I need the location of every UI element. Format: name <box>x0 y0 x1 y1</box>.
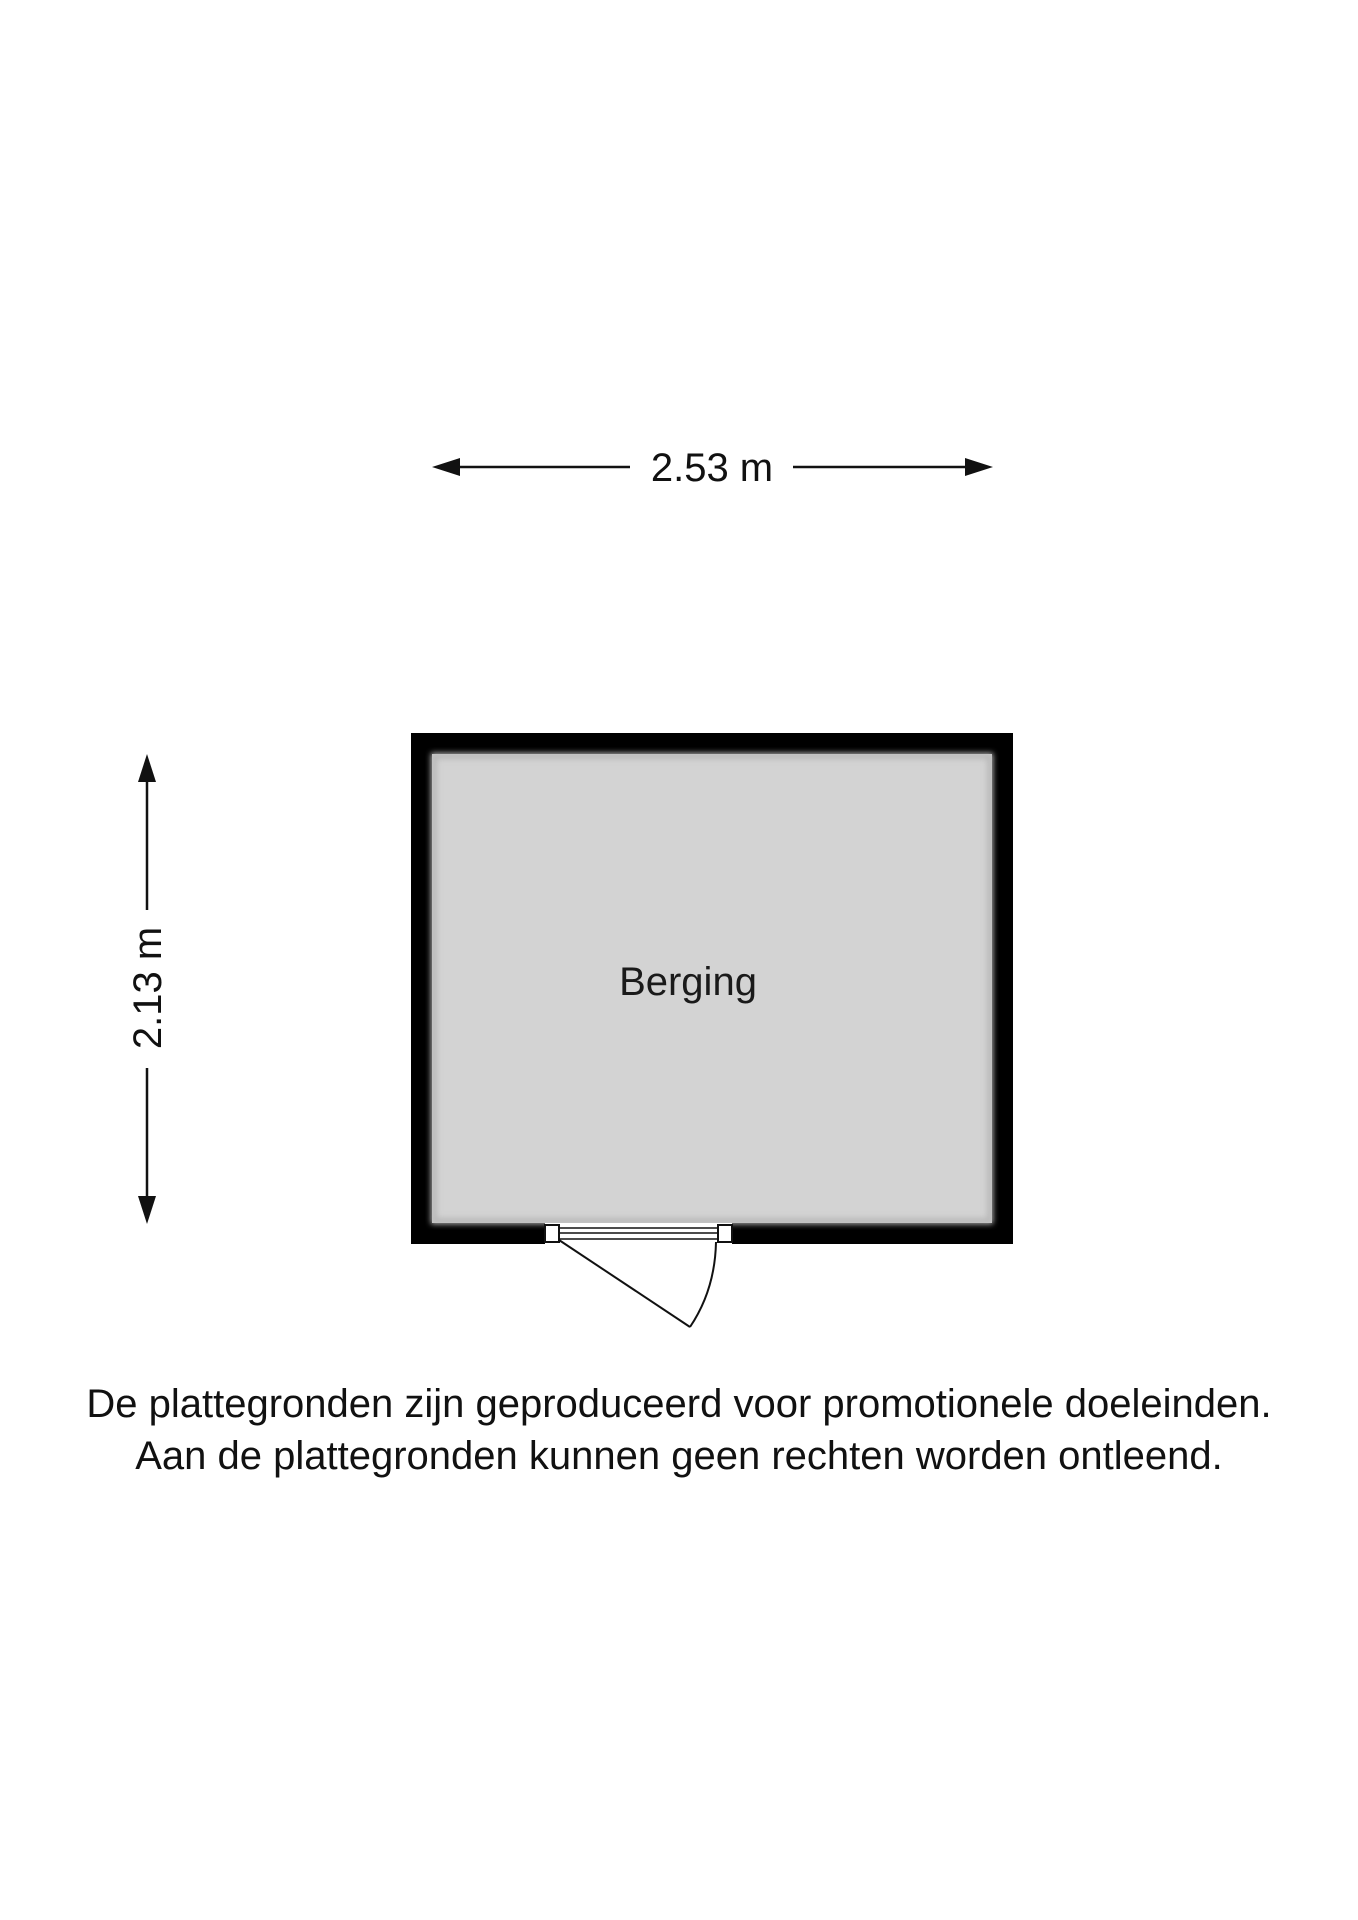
width-dimension-label: 2.53 m <box>650 446 774 490</box>
width-arrow-left-icon <box>432 458 460 476</box>
door-frame-right <box>718 1225 732 1242</box>
depth-dimension-label: 2.13 m <box>126 926 170 1050</box>
door-frame-left <box>545 1225 559 1242</box>
disclaimer-line-2: Aan de plattegronden kunnen geen rechten worden ontleend. <box>135 1434 1223 1478</box>
disclaimer <box>0 1378 1358 1482</box>
width-dimension <box>432 446 993 490</box>
room-label: Berging <box>619 960 757 1004</box>
width-arrow-right-icon <box>965 458 993 476</box>
disclaimer-line-1: De plattegronden zijn geproduceerd voor promotionele doeleinden. <box>86 1382 1272 1426</box>
depth-arrow-up-icon <box>138 754 156 782</box>
room-berging <box>411 733 1013 1327</box>
depth-arrow-down-icon <box>138 1196 156 1224</box>
door-leaf <box>559 1240 690 1327</box>
depth-dimension <box>126 754 170 1224</box>
door-swing-arc <box>690 1242 716 1327</box>
